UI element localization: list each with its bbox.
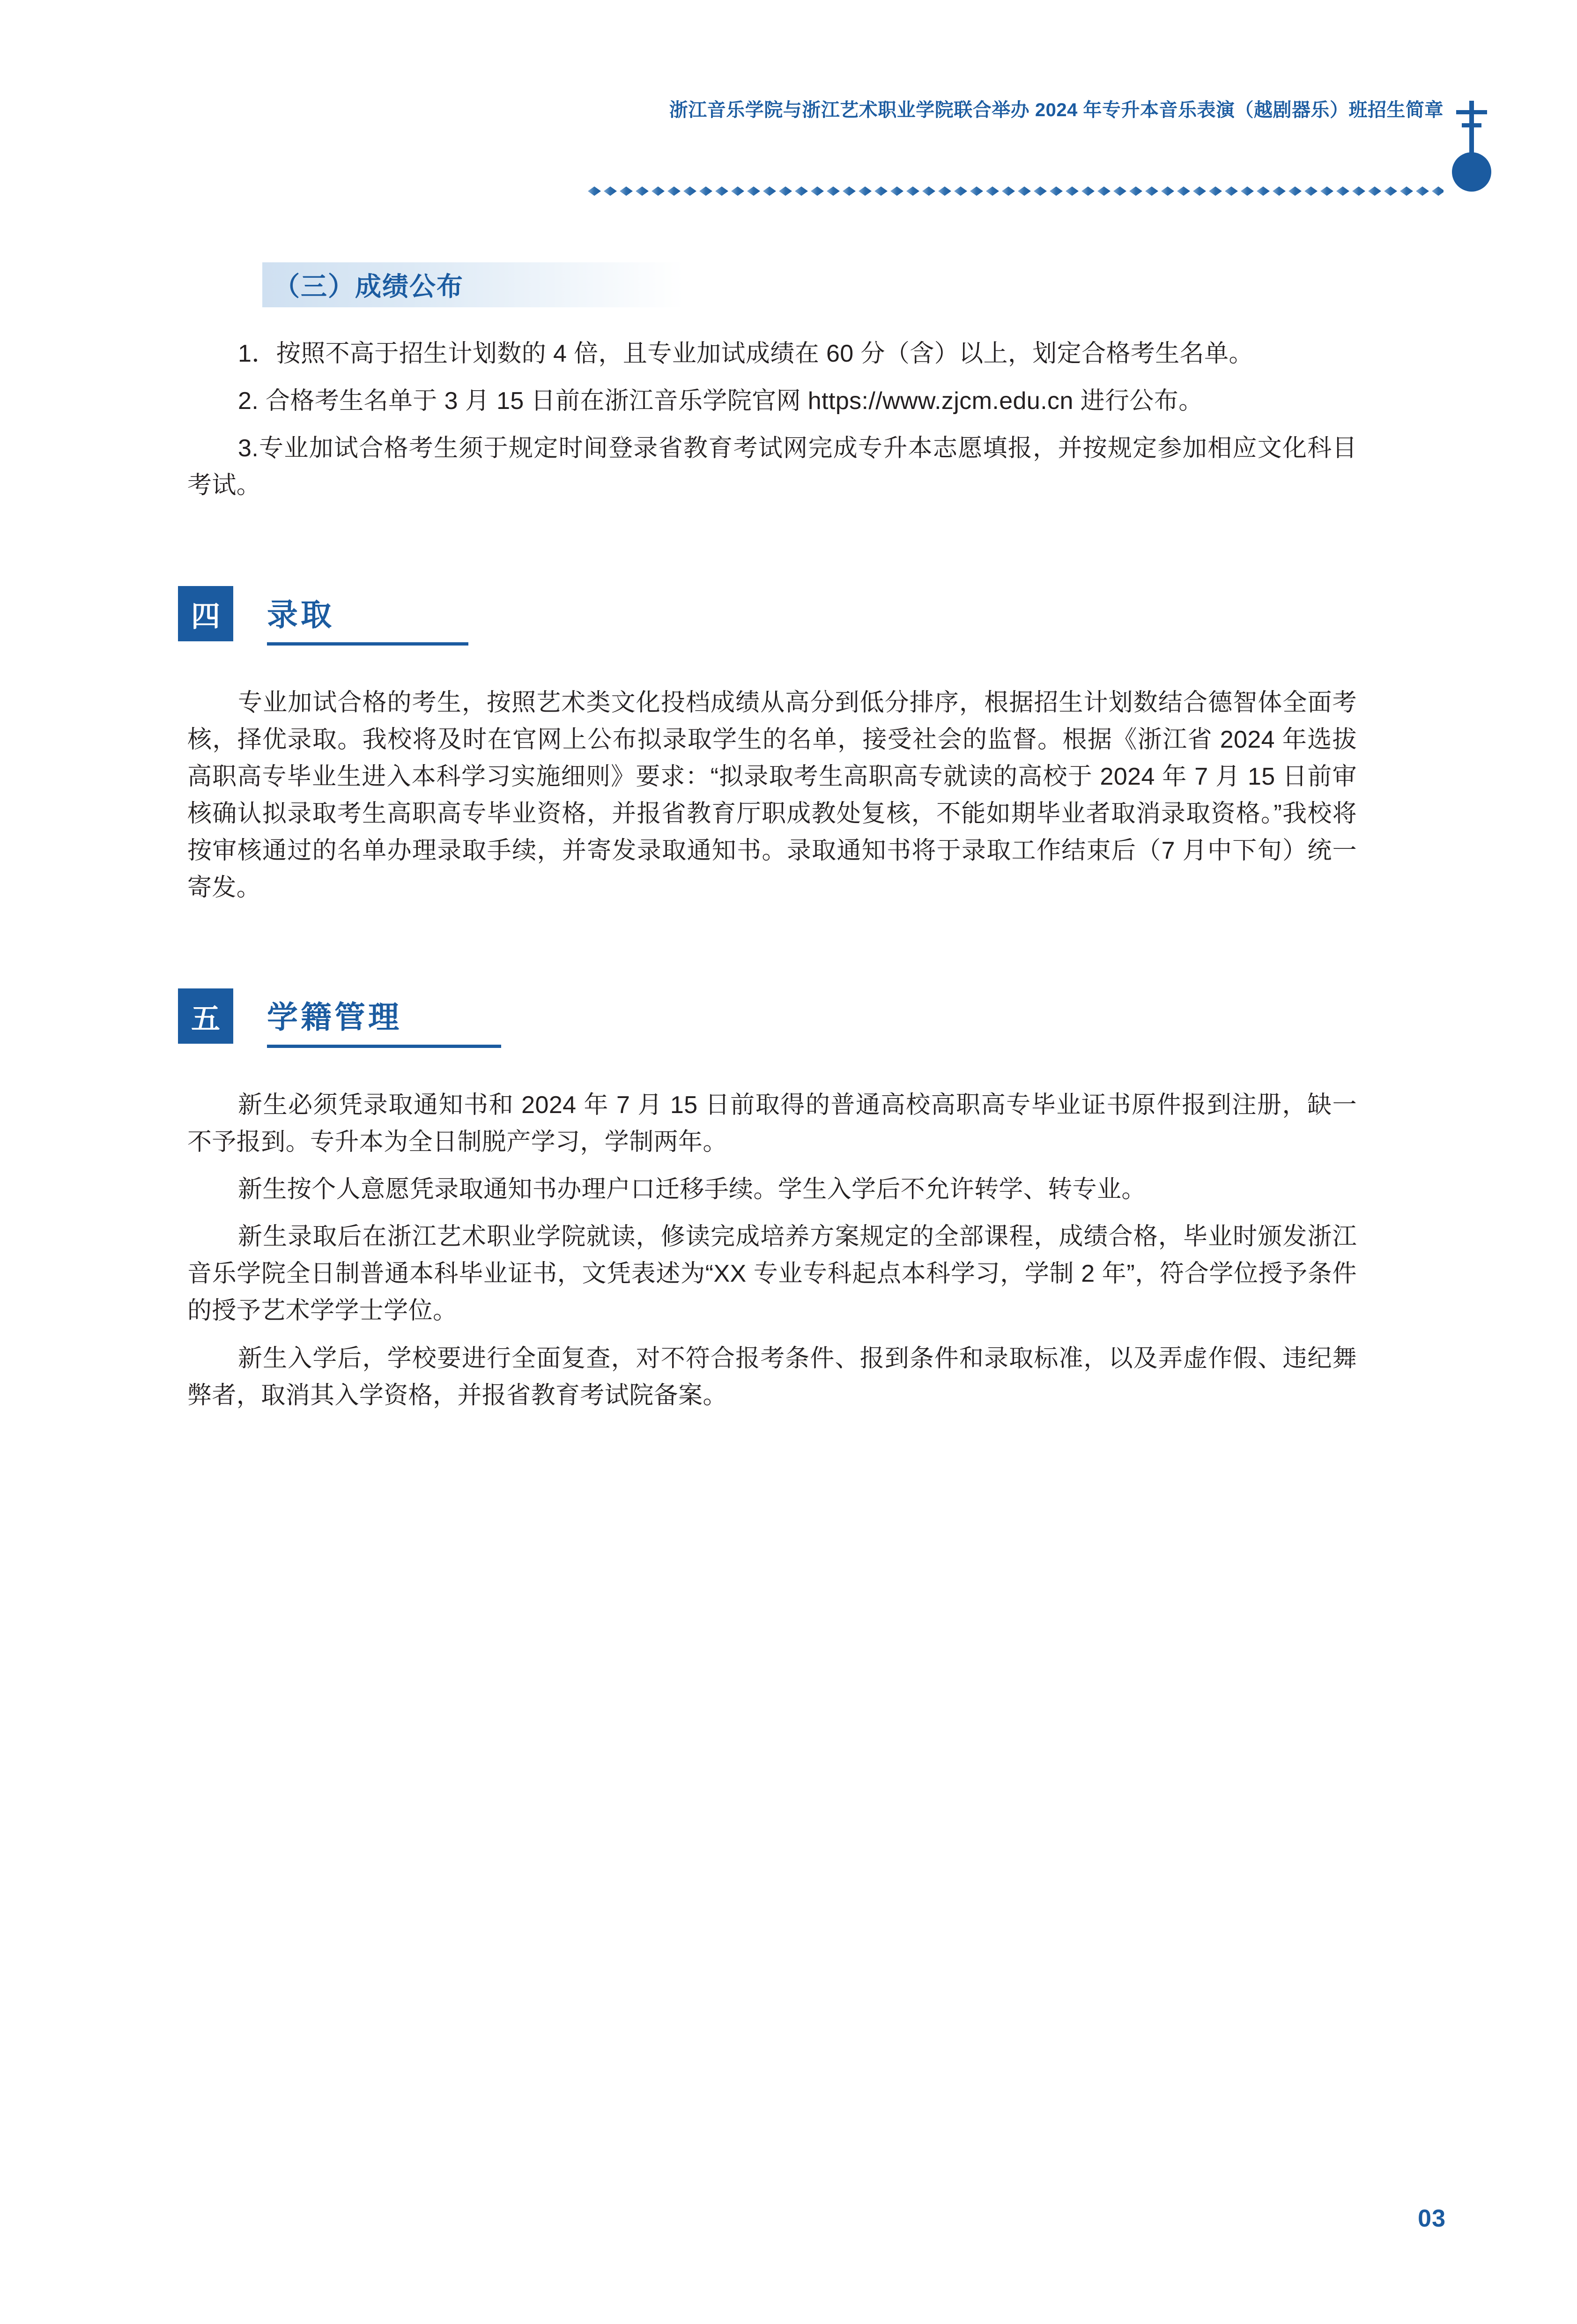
section-number-badge: 五 [178,988,233,1044]
paragraph: 2. 合格考生名单于 3 月 15 日前在浙江音乐学院官网 https://www.zjcm.edu.cn 进行公布。 [238,387,1203,415]
subsection-heading-label: （三）成绩公布 [274,272,464,301]
section-title: 学籍管理 [267,1000,402,1035]
subsection-heading-results [262,262,684,307]
page-header [0,56,1577,150]
institution-logo-icon [1446,101,1497,194]
section-number-badge: 四 [178,586,233,641]
diamond-chain-divider-icon [586,185,1444,197]
paragraph: 1．按照不高于招生计划数的 4 倍，且专业加试成绩在 60 分（含）以上，划定合格考生名单。 [238,340,1253,367]
section-heading-five [178,988,740,1059]
paragraph: 新生必须凭录取通知书和 2024 年 7 月 15 日前取得的普通高校高职高专毕业证书原件报到注册，缺一不予报到。专升本为全日制脱产学习，学制两年。 [187,1091,1357,1156]
section-heading-four [178,586,740,656]
paragraph: 新生入学后，学校要进行全面复查，对不符合报考条件、报到条件和录取标准，以及弄虚作假、违纪舞弊者，取消其入学资格，并报省教育考试院备案。 [187,1344,1357,1409]
section-title: 录取 [267,597,334,632]
section-title-underline [267,642,468,646]
paragraph: 3.专业加试合格考生须于规定时间登录省教育考试网完成专升本志愿填报，并按规定参加相应文化科目考试。 [187,435,1357,499]
paragraph: 新生录取后在浙江艺术职业学院就读，修读完成培养方案规定的全部课程，成绩合格，毕业时颁发浙江音乐学院全日制普通本科毕业证书，文凭表述为“XX 专业专科起点本科学习，学制 2 年”，符合学位授予条件的授予艺术学学士学位。 [187,1223,1357,1325]
header-title: 浙江音乐学院与浙江艺术职业学院联合举办 2024 年专升本音乐表演（越剧器乐）班招生简章 [669,100,1444,120]
section-title-underline [267,1045,501,1048]
page-number: 03 [1418,2205,1446,2232]
page-content [0,262,1577,1414]
paragraph: 专业加试合格的考生，按照艺术类文化投档成绩从高分到低分排序，根据招生计划数结合德智体全面考核，择优录取。我校将及时在官网上公布拟录取学生的名单，接受社会的监督。根据《浙江省 2024 年选拔高职高专毕业生进入本科学习实施细则》要求：“拟录取考生高职高专就读的高校于 2024 年 7 月 15 日前审核确认拟录取考生高职高专毕业资格，并报省教育厅职成教处复核，不能如期毕业者取消录取资格。”我校将按审核通过的名单办理录取手续，并寄发录取通知书。录取通知书将于录取工作结束后（7 月中下旬）统一寄发。 [187,689,1357,902]
paragraph: 新生按个人意愿凭录取通知书办理户口迁移手续。学生入学后不允许转学、转专业。 [238,1176,1146,1203]
